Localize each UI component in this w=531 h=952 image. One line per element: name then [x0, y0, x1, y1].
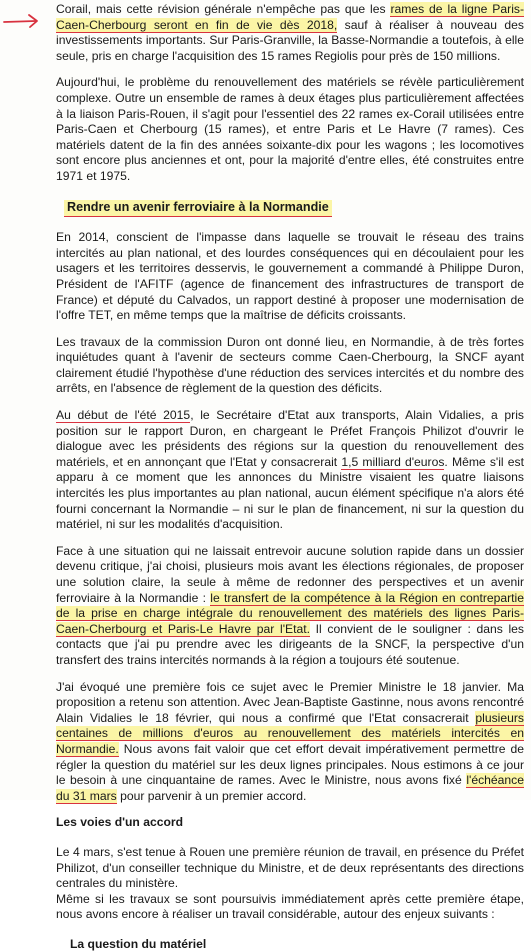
paragraph-ete-2015: Au début de l'été 2015, le Secrétaire d'Etat aux transports, Alain Vidalies, a pris position sur le rapport Duron, en chargeant le Préfet François Philizot d'ouvrir le dialogue avec les présidents des régions sur la question du renouvellement des matériels, et en annonçant que l'Etat y consacrerait 1,5 milliard d'euros. Même s'il est apparu à ce moment que les annonces du Ministre visaient les quatre liaisons intercités les plus importantes au plan national, aucun élément spécifique n'a alors été fourni concernant la Normandie – ni sur le plan de financement, ni sur la question du matériel, ni sur les modalités d'acquisition. [56, 408, 524, 532]
red-arrow-annotation [2, 10, 42, 30]
section-heading: Rendre un avenir ferroviaire à la Normandie [64, 200, 332, 218]
subheading-materiel: La question du matériel [70, 936, 207, 951]
document-body [56, 2, 524, 952]
highlight-montant: 1,5 milliard d'euros [341, 454, 445, 469]
highlight-date: Au début de l'été 2015 [56, 408, 191, 423]
paragraph-transfert: Face à une situation qui ne laissait entrevoir aucune solution rapide dans un dossier devenu critique, j'ai choisi, plusieurs mois avant les élections régionales, de proposer une solution claire, la seule à même de redonner des perspectives et un avenir ferroviaire à la Normandie : le transfert de la compétence à la Région en contrepartie de la prise en charge intégrale du renouvellement des matériels des lignes Paris-Caen-Cherbourg et Paris-Le Havre par l'Etat. Il convient de le souligner : dans les contacts que j'ai pu prendre avec les dirigeants de la SNCF, la perspective d'un transfert des trains intercités normands à la région a toujours été soutenue. [56, 543, 524, 667]
paragraph-rames: Corail, mais cette révision générale n'empêche pas que les rames de la ligne Paris-Caen-Cherbourg seront en fin de vie dès 2018, sauf à réaliser à nouveau des investissements importants. Sur Paris-Granville, la Basse-Normandie a toutefois, à elle seule, pris en charge l'acquisition des 15 rames Regiolis pour près de 150 millions. [56, 2, 525, 63]
paragraph-premier-ministre: J'ai évoqué une première fois ce sujet avec le Premier Ministre le 18 janvier. Ma proposition a retenu son attention. Avec Jean-Baptiste Gastinne, nous avons rencontré Alain Vidalies le 18 février, qui nous a confirmé que l'Etat consacrerait plusieurs centaines de millions d'euros au renouvellement des matériels intercités en Normandie. Nous avons fait valoir que cet effort devait impérativement permettre de régler la question du matériel sur les deux lignes principales. Nous estimons à ce jour le besoin à une cinquantaine de rames. Avec le Ministre, nous avons fixé l'échéance du 31 mars pour parvenir à un premier accord. [56, 679, 524, 803]
paragraph-renouvellement: Aujourd'hui, le problème du renouvellement des matériels se révèle particulièrement complexe. Outre un ensemble de rames à deux étages plus particulièrement affectées à la liaison Paris-Rouen, il s'agit pour l'essentiel des 22 rames ex-Corail utilisées entre Paris-Caen et Cherbourg (15 rames), et entre Paris et Le Havre (7 rames). Ces matériels datent de la fin des années soixante-dix pour les wagons ; les locomotives sont encore plus anciennes et ont, pour la majorité d'entre elles, été construites entre 1971 et 1975. [56, 75, 524, 183]
highlight-fin-de-vie: rames de la ligne Paris-Caen-Cherbourg seront en fin de vie dès 2018, [56, 2, 525, 32]
subheading-voies-accord: Les voies d'un accord [56, 815, 184, 830]
paragraph-reunion-rouen: Le 4 mars, s'est tenue à Rouen une première réunion de travail, en présence du Préfet Philizot, d'un conseiller technique du Ministre, et de deux représentants des directions centrales du ministère. [56, 844, 524, 891]
highlight-millions: plusieurs centaines de millions d'euros au renouvellement des matériels intercités en Normandie. [56, 710, 524, 756]
paragraph-duron-report: En 2014, conscient de l'impasse dans laquelle se trouvait le réseau des trains intercités au plan national, et des lourdes conséquences qui en découlaient pour les usagers et les territoires desservis, le gouvernement a commandé à Philippe Duron, Président de l'AFITF (agence de financement des infrastructures de transport de France) et député du Calvados, un rapport destiné à proposer une modernisation de l'offre TET, en même temps que la maîtrise de déficits croissants. [56, 230, 524, 323]
highlight-echeance: l'échéance du 31 mars [56, 773, 524, 803]
paragraph-commission: Les travaux de la commission Duron ont donné lieu, en Normandie, à de très fortes inquiétudes quant à l'avenir de secteurs comme Caen-Cherbourg, la SNCF ayant clairement étudié l'hypothèse d'une réduction des services intercités et du nombre des arrêts, en l'absence de règlement de la question des déficits. [56, 334, 524, 396]
highlight-transfert: le transfert de la compétence à la Région en contrepartie de la prise en charge intégrale du renouvellement des matériels des lignes Paris-Caen-Cherbourg et Paris-Le Havre par l'Etat. [56, 590, 524, 636]
paragraph-enjeux: Même si les travaux se sont poursuivis immédiatement après cette première étape, nous avons encore à réaliser un travail considérable, autour des enjeux suivants : [56, 891, 524, 922]
